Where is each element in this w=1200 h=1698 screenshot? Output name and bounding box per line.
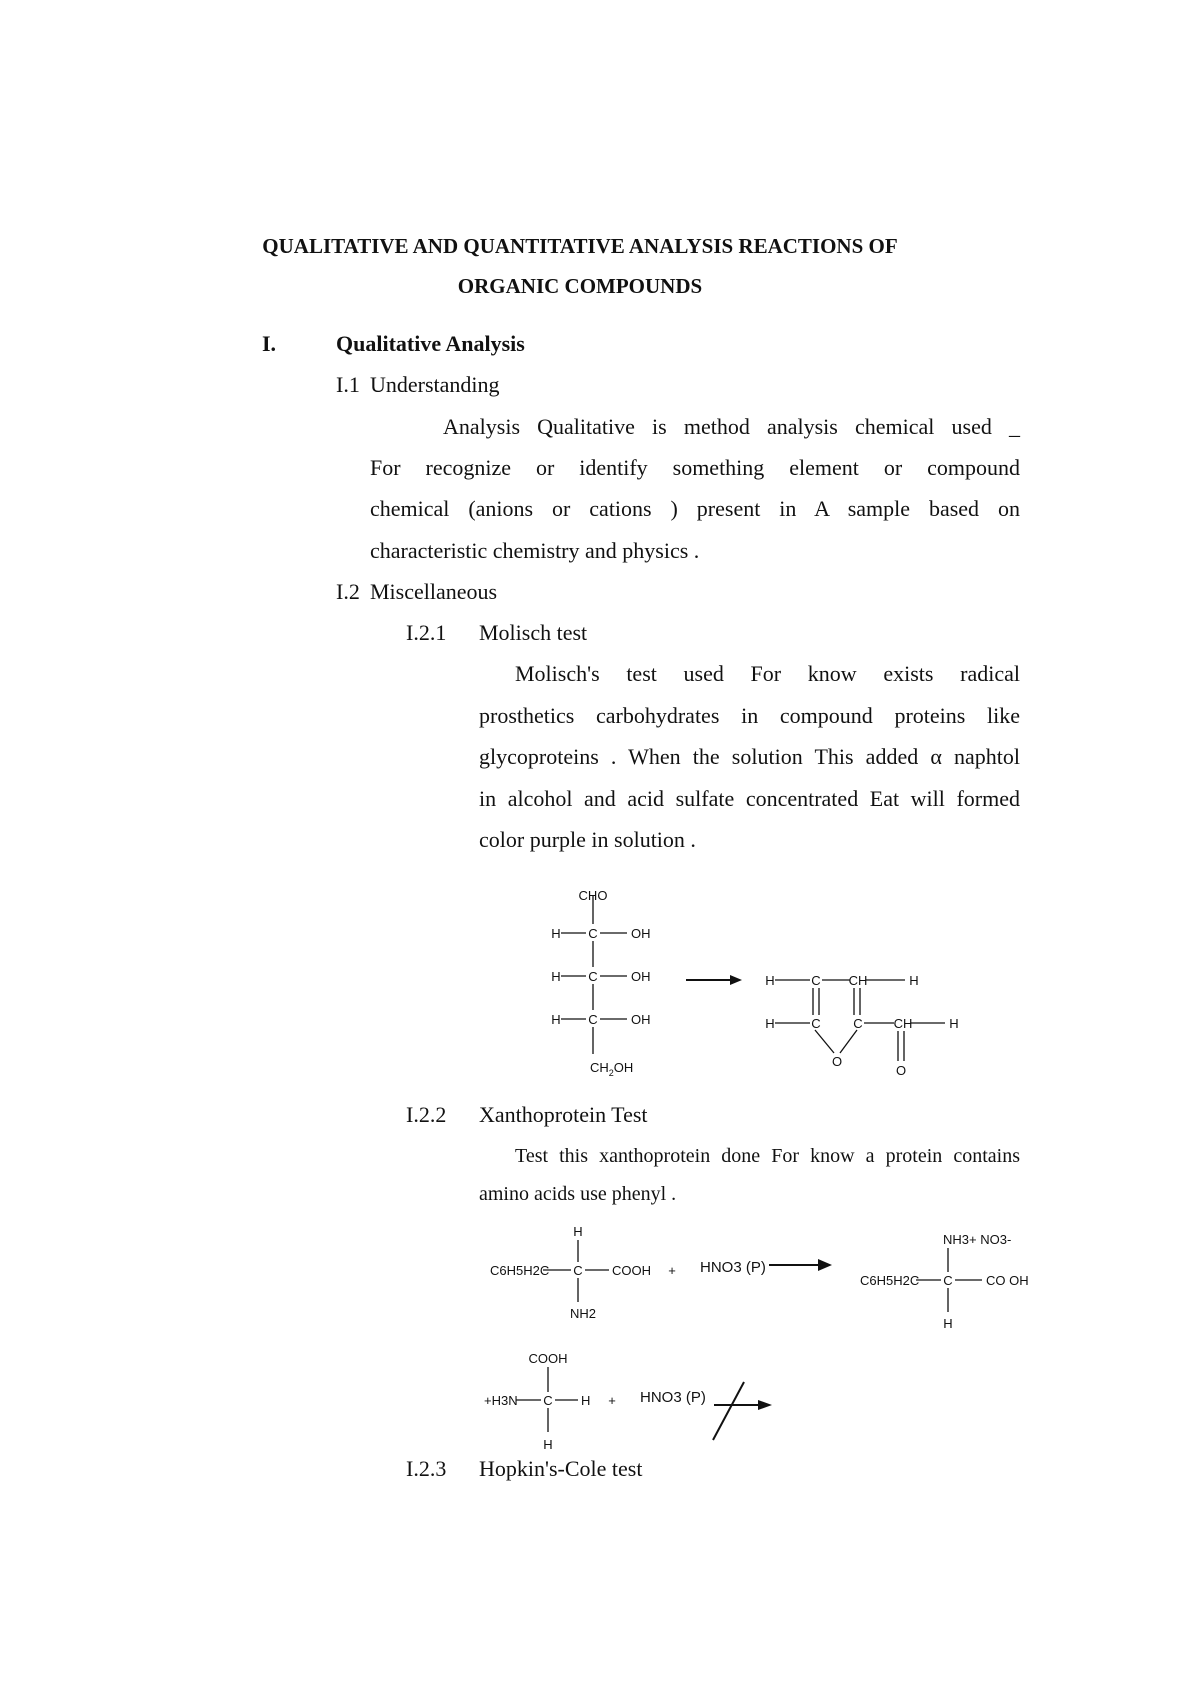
section-number: I.	[262, 331, 277, 356]
reagent-label: HNO3 (P)	[700, 1259, 766, 1276]
molisch-heading: Molisch test	[479, 620, 588, 645]
title-line-1: QUALITATIVE AND QUANTITATIVE ANALYSIS REACTIONS OF	[262, 234, 898, 258]
c-label: C	[588, 926, 598, 941]
hopkins-number: I.2.3	[406, 1456, 447, 1481]
molisch-para-line-1: Molisch's test used For know exists radical	[515, 661, 1020, 686]
cooh-label: COOH	[612, 1263, 651, 1278]
h-label: H	[551, 1012, 561, 1027]
cooh-label: COOH	[528, 1351, 568, 1366]
oh-label: OH	[631, 926, 651, 941]
sub1-para-line-1: Analysis Qualitative is method analysis chemical used _	[443, 414, 1020, 439]
benzyl-label: C6H5H2C	[860, 1273, 920, 1288]
oh-label: OH	[631, 1012, 651, 1027]
ch-label: CH	[893, 1016, 913, 1031]
ch2oh-label: $CH_2OH$	[590, 1060, 634, 1078]
c-label: C	[811, 1016, 821, 1031]
ring-oxygen-label: O	[831, 1054, 843, 1069]
sub1-para-line-4: characteristic chemistry and physics .	[370, 538, 700, 563]
sub1-heading: Understanding	[370, 372, 500, 397]
c-label: C	[588, 969, 598, 984]
molisch-number: I.2.1	[406, 620, 447, 645]
benzyl-label: C6H5H2C	[490, 1263, 550, 1278]
molisch-para-line-3: glycoproteins . When the solution This added α naphtol	[479, 744, 1020, 769]
xantho-heading: Xanthoprotein Test	[479, 1102, 648, 1127]
sub2-number: I.2	[336, 579, 360, 604]
oh-label: OH	[631, 969, 651, 984]
c-label: C	[943, 1273, 953, 1288]
c-label: C	[543, 1393, 553, 1408]
cho-label: CHO	[578, 888, 608, 903]
plus-sign: +	[668, 1263, 676, 1278]
xantho-number: I.2.2	[406, 1102, 447, 1127]
h-label: H	[581, 1393, 591, 1408]
h-label: H	[943, 1316, 953, 1331]
molisch-para-line-4: in alcohol and acid sulfate concentrated Eat will formed	[479, 786, 1020, 811]
hopkins-heading: Hopkin's-Cole test	[479, 1456, 643, 1481]
ammonium-label: +H3N	[484, 1393, 518, 1408]
sub1-para-line-3: chemical (anions or cations ) present in A sample based on	[370, 496, 1020, 521]
ch-label: CH	[848, 973, 868, 988]
carbonyl-oxygen-label: O	[895, 1063, 907, 1078]
c-label: C	[588, 1012, 598, 1027]
xantho-para-line-1: Test this xanthoprotein done For know a protein contains	[515, 1145, 1020, 1167]
c-label: C	[811, 973, 821, 988]
molisch-para-line-2: prosthetics carbohydrates in compound proteins like	[479, 703, 1020, 728]
h-label: H	[949, 1016, 959, 1031]
plus-sign: +	[608, 1393, 616, 1408]
xantho-para-line-2: amino acids use phenyl .	[479, 1183, 677, 1205]
h-label: H	[909, 973, 919, 988]
sub1-number: I.1	[336, 372, 360, 397]
section-heading: Qualitative Analysis	[336, 331, 525, 356]
c-label: C	[853, 1016, 863, 1031]
product-ammonium-label: NH3+ NO3-	[943, 1232, 1012, 1247]
h-label: H	[551, 926, 561, 941]
h-label: H	[573, 1224, 583, 1239]
h-label: H	[543, 1437, 553, 1452]
h-label: H	[551, 969, 561, 984]
product-cooh-label: CO OH	[986, 1273, 1029, 1288]
reagent-label: HNO3 (P)	[640, 1389, 706, 1406]
h-label: H	[765, 973, 775, 988]
nh2-label: NH2	[570, 1306, 597, 1321]
title-line-2: ORGANIC COMPOUNDS	[457, 274, 703, 298]
molisch-para-line-5: color purple in solution .	[479, 827, 696, 852]
c-label: C	[573, 1263, 583, 1278]
h-label: H	[765, 1016, 775, 1031]
sub1-para-line-2: For recognize or identify something element or compound	[370, 455, 1020, 480]
sub2-heading: Miscellaneous	[370, 579, 498, 604]
